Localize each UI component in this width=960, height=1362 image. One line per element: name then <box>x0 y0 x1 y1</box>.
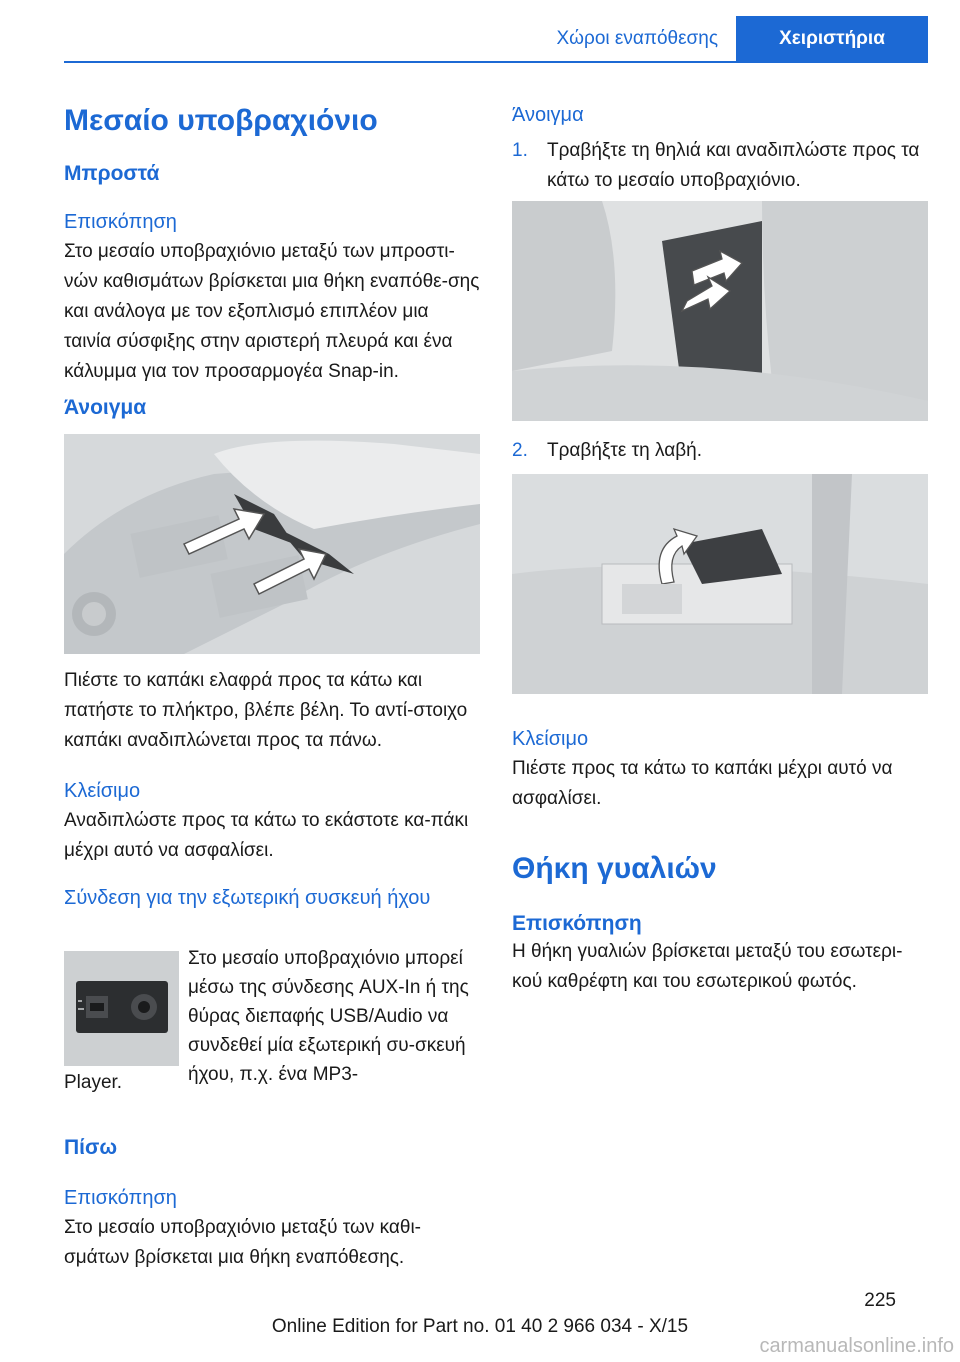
glasses-overview-heading: Επισκόπηση <box>512 912 642 935</box>
front-heading: Μπροστά <box>64 162 160 185</box>
rear-overview-heading: Επισκόπηση <box>64 1187 177 1209</box>
opening-heading: Άνοιγμα <box>64 396 147 419</box>
header-section-title: Χώροι εναπόθεσης <box>556 28 718 49</box>
step-text: Τραβήξτε τη λαβή. <box>547 440 702 461</box>
aux-usb-figure <box>64 951 179 1066</box>
audio-text: Στο μεσαίο υποβραχιόνιο μπορεί μέσω της σύνδεσης AUX-In ή της θύρας διεπαφής USB/Audio να συνδεθεί μία εξωτερική συ-σκευή ήχου, π.χ. ένα MP3- <box>188 948 469 1085</box>
closing-heading: Κλείσιμο <box>64 780 141 802</box>
rear-armrest-figure <box>512 474 928 694</box>
footer-edition: Online Edition for Part no. 01 40 2 966 034 - X/15 <box>271 1316 689 1337</box>
page-title: Μεσαίο υποβραχιόνιο <box>64 104 378 137</box>
page-number: 225 <box>864 1290 896 1311</box>
glasses-text: Η θήκη γυαλιών βρίσκεται μεταξύ του εσωτερι-κού καθρέφτη και του εσωτερικού φωτός. <box>512 941 903 992</box>
page-header <box>0 0 960 62</box>
audio-text-tail: Player. <box>64 1072 123 1093</box>
step-text: Τραβήξτε τη θηλιά και αναδιπλώστε προς τα κάτω το μεσαίο υποβραχιόνιο. <box>547 140 920 191</box>
opening-text: Πιέστε το καπάκι ελαφρά προς τα κάτω και πατήστε το πλήκτρο, βλέπε βέλη. Το αντί-στοιχο καπάκι αναδιπλώνεται προς τα πάνω. <box>64 670 468 751</box>
header-rule <box>64 61 928 63</box>
audio-heading: Σύνδεση για την εξωτερική συσκευή ήχου <box>64 887 431 909</box>
step-number: 2. <box>512 440 528 461</box>
header-chapter-tab: Χειριστήρια <box>736 16 928 62</box>
overview-text: Στο μεσαίο υποβραχιόνιο μεταξύ των μπροστι-νών καθισμάτων βρίσκεται μια θήκη εναπόθε-σης και ανάλογα με τον εξοπλισμό επιπλέον μια ταινία σύσφιξης στην αριστερή πλευρά και ένα κάλυμμα για τον προσαρμογέα Snap-in. <box>64 241 480 382</box>
rear-opening-heading: Άνοιγμα <box>512 104 584 126</box>
rear-closing-text: Πιέστε προς τα κάτω το καπάκι μέχρι αυτό να ασφαλίσει. <box>512 758 893 809</box>
rear-overview-text: Στο μεσαίο υποβραχιόνιο μεταξύ των καθι-σμάτων βρίσκεται μια θήκη εναπόθεσης. <box>64 1217 421 1268</box>
rear-closing-heading: Κλείσιμο <box>512 728 589 750</box>
rear-seat-figure <box>512 201 928 421</box>
front-armrest-figure <box>64 434 480 654</box>
step-number: 1. <box>512 140 528 161</box>
glasses-title: Θήκη γυαλιών <box>512 852 717 885</box>
closing-text: Αναδιπλώστε προς τα κάτω το εκάστοτε κα-πάκι μέχρι αυτό να ασφαλίσει. <box>64 810 469 861</box>
rear-heading: Πίσω <box>64 1136 118 1159</box>
watermark: carmanualsonline.info <box>759 1335 954 1357</box>
overview-heading: Επισκόπηση <box>64 211 177 233</box>
